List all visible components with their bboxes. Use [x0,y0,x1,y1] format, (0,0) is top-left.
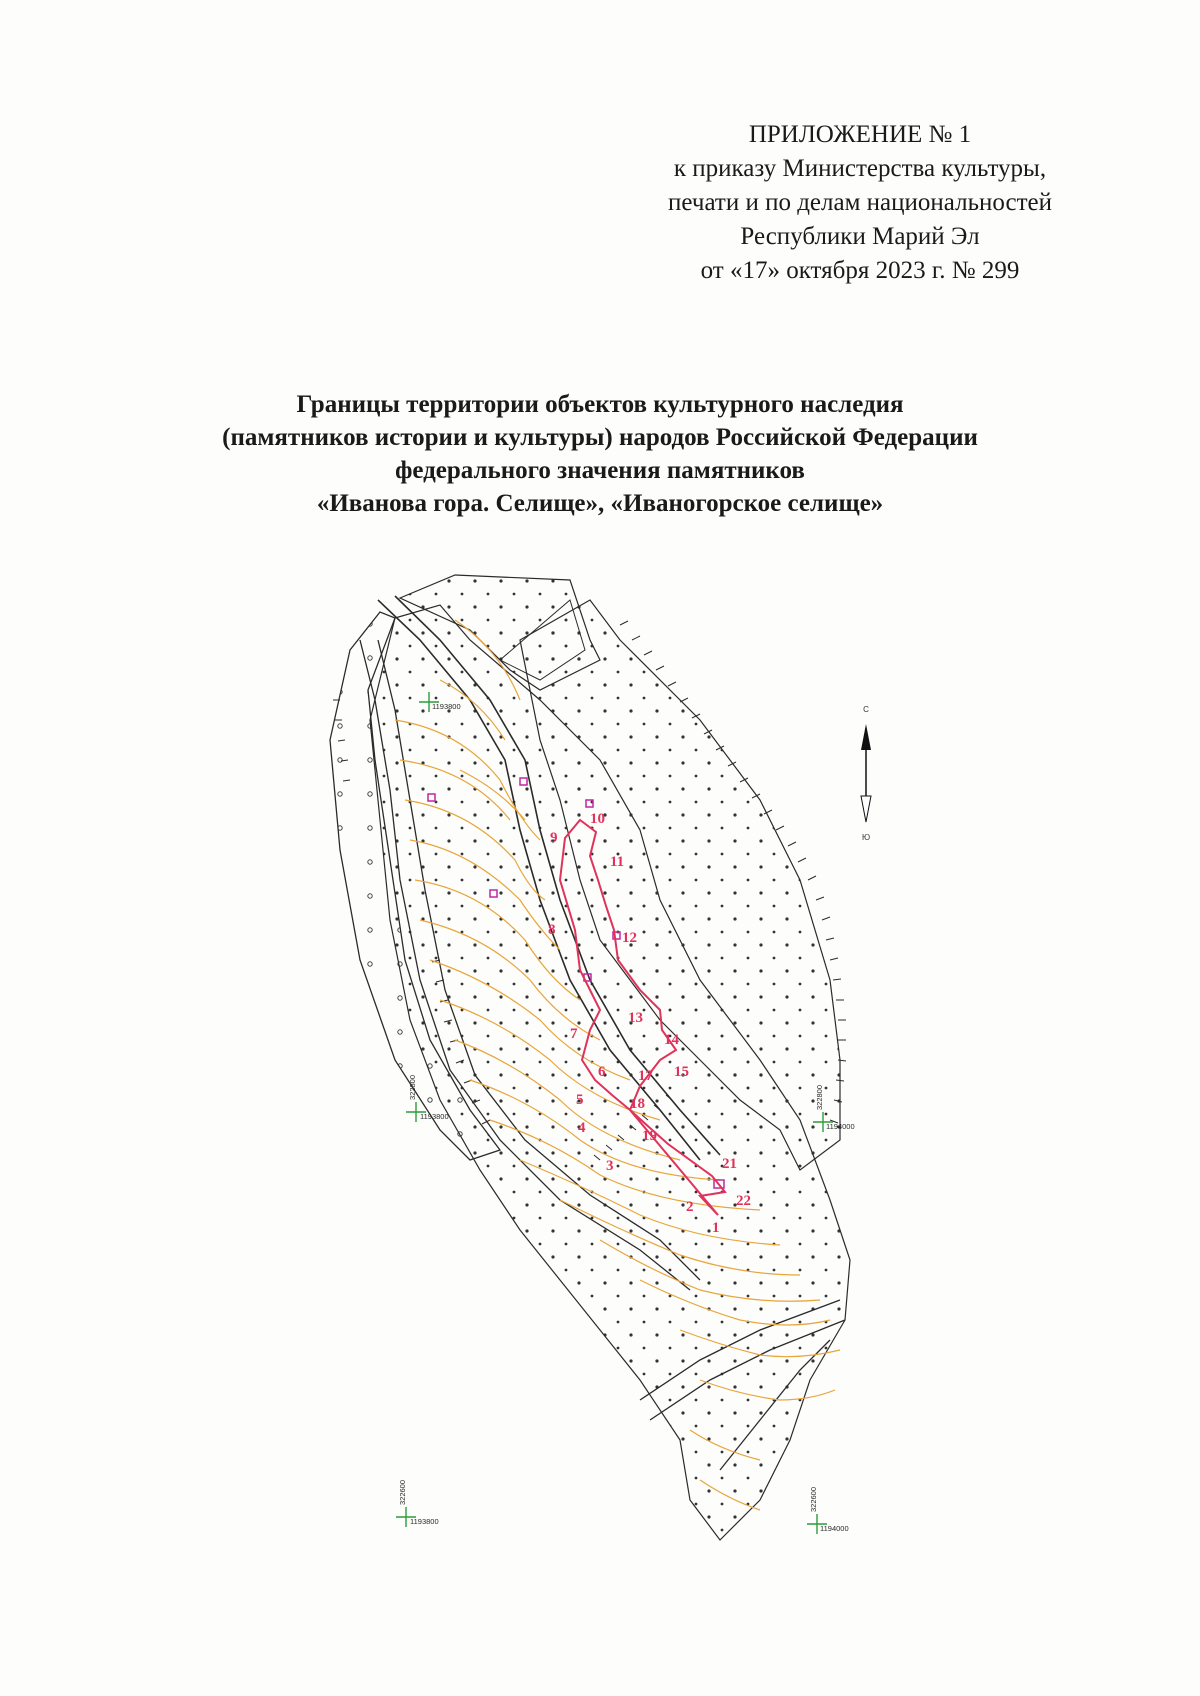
boundary-point-17: 17 [638,1068,653,1084]
grid-label-v: 322800 [815,1084,824,1110]
boundary-point-18: 18 [630,1096,645,1112]
grid-label-v: 322800 [408,1074,417,1100]
boundary-point-8: 8 [548,922,556,938]
appendix-line: Республики Марий Эл [740,223,980,250]
title-line: федерального значения памятников [395,457,805,484]
grid-label-v: 322600 [398,1479,407,1505]
appendix-line: от «17» октября 2023 г. № 299 [700,257,1020,284]
title-line: «Иванова гора. Селище», «Иваногорское селище» [316,490,884,517]
appendix-line: ПРИЛОЖЕНИЕ № 1 [748,121,972,148]
grid-marker-5 [807,1487,849,1534]
boundary-point-1: 1 [712,1220,720,1236]
boundary-point-21: 21 [722,1156,737,1172]
boundary-point-9: 9 [550,830,558,846]
appendix-line: печати и по делам национальностей [668,189,1052,216]
grid-label-h: 1193800 [432,702,461,711]
boundary-point-3: 3 [606,1158,614,1174]
boundary-point-5: 5 [576,1092,584,1108]
boundary-point-11: 11 [610,854,625,870]
north-arrow-icon [861,705,871,842]
boundary-point-19: 19 [642,1128,657,1144]
title-line: (памятников истории и культуры) народов Российской Федерации [222,424,978,451]
boundary-point-7: 7 [570,1026,578,1042]
grid-label-h: 1193800 [420,1112,449,1121]
boundary-point-2: 2 [686,1199,694,1215]
grid-label-h: 1194000 [820,1524,849,1533]
boundary-point-14: 14 [664,1032,679,1048]
boundary-point-15: 15 [674,1064,689,1080]
south-letter: Ю [861,833,871,842]
boundary-point-22: 22 [736,1193,751,1209]
north-letter: С [863,705,869,714]
boundary-point-6: 6 [598,1064,606,1080]
appendix-line: к приказу Министерства культуры, [673,155,1047,182]
grid-label-h: 1193800 [410,1517,439,1526]
grid-marker-4 [396,1480,439,1527]
boundary-point-4: 4 [578,1120,586,1136]
boundary-point-12: 12 [622,930,637,946]
grid-label-v: 322600 [809,1486,818,1512]
grid-label-h: 1194000 [826,1122,855,1131]
boundary-point-10: 10 [590,811,605,827]
title-line: Границы территории объектов культурного наследия [296,391,904,418]
boundary-point-13: 13 [628,1010,643,1026]
